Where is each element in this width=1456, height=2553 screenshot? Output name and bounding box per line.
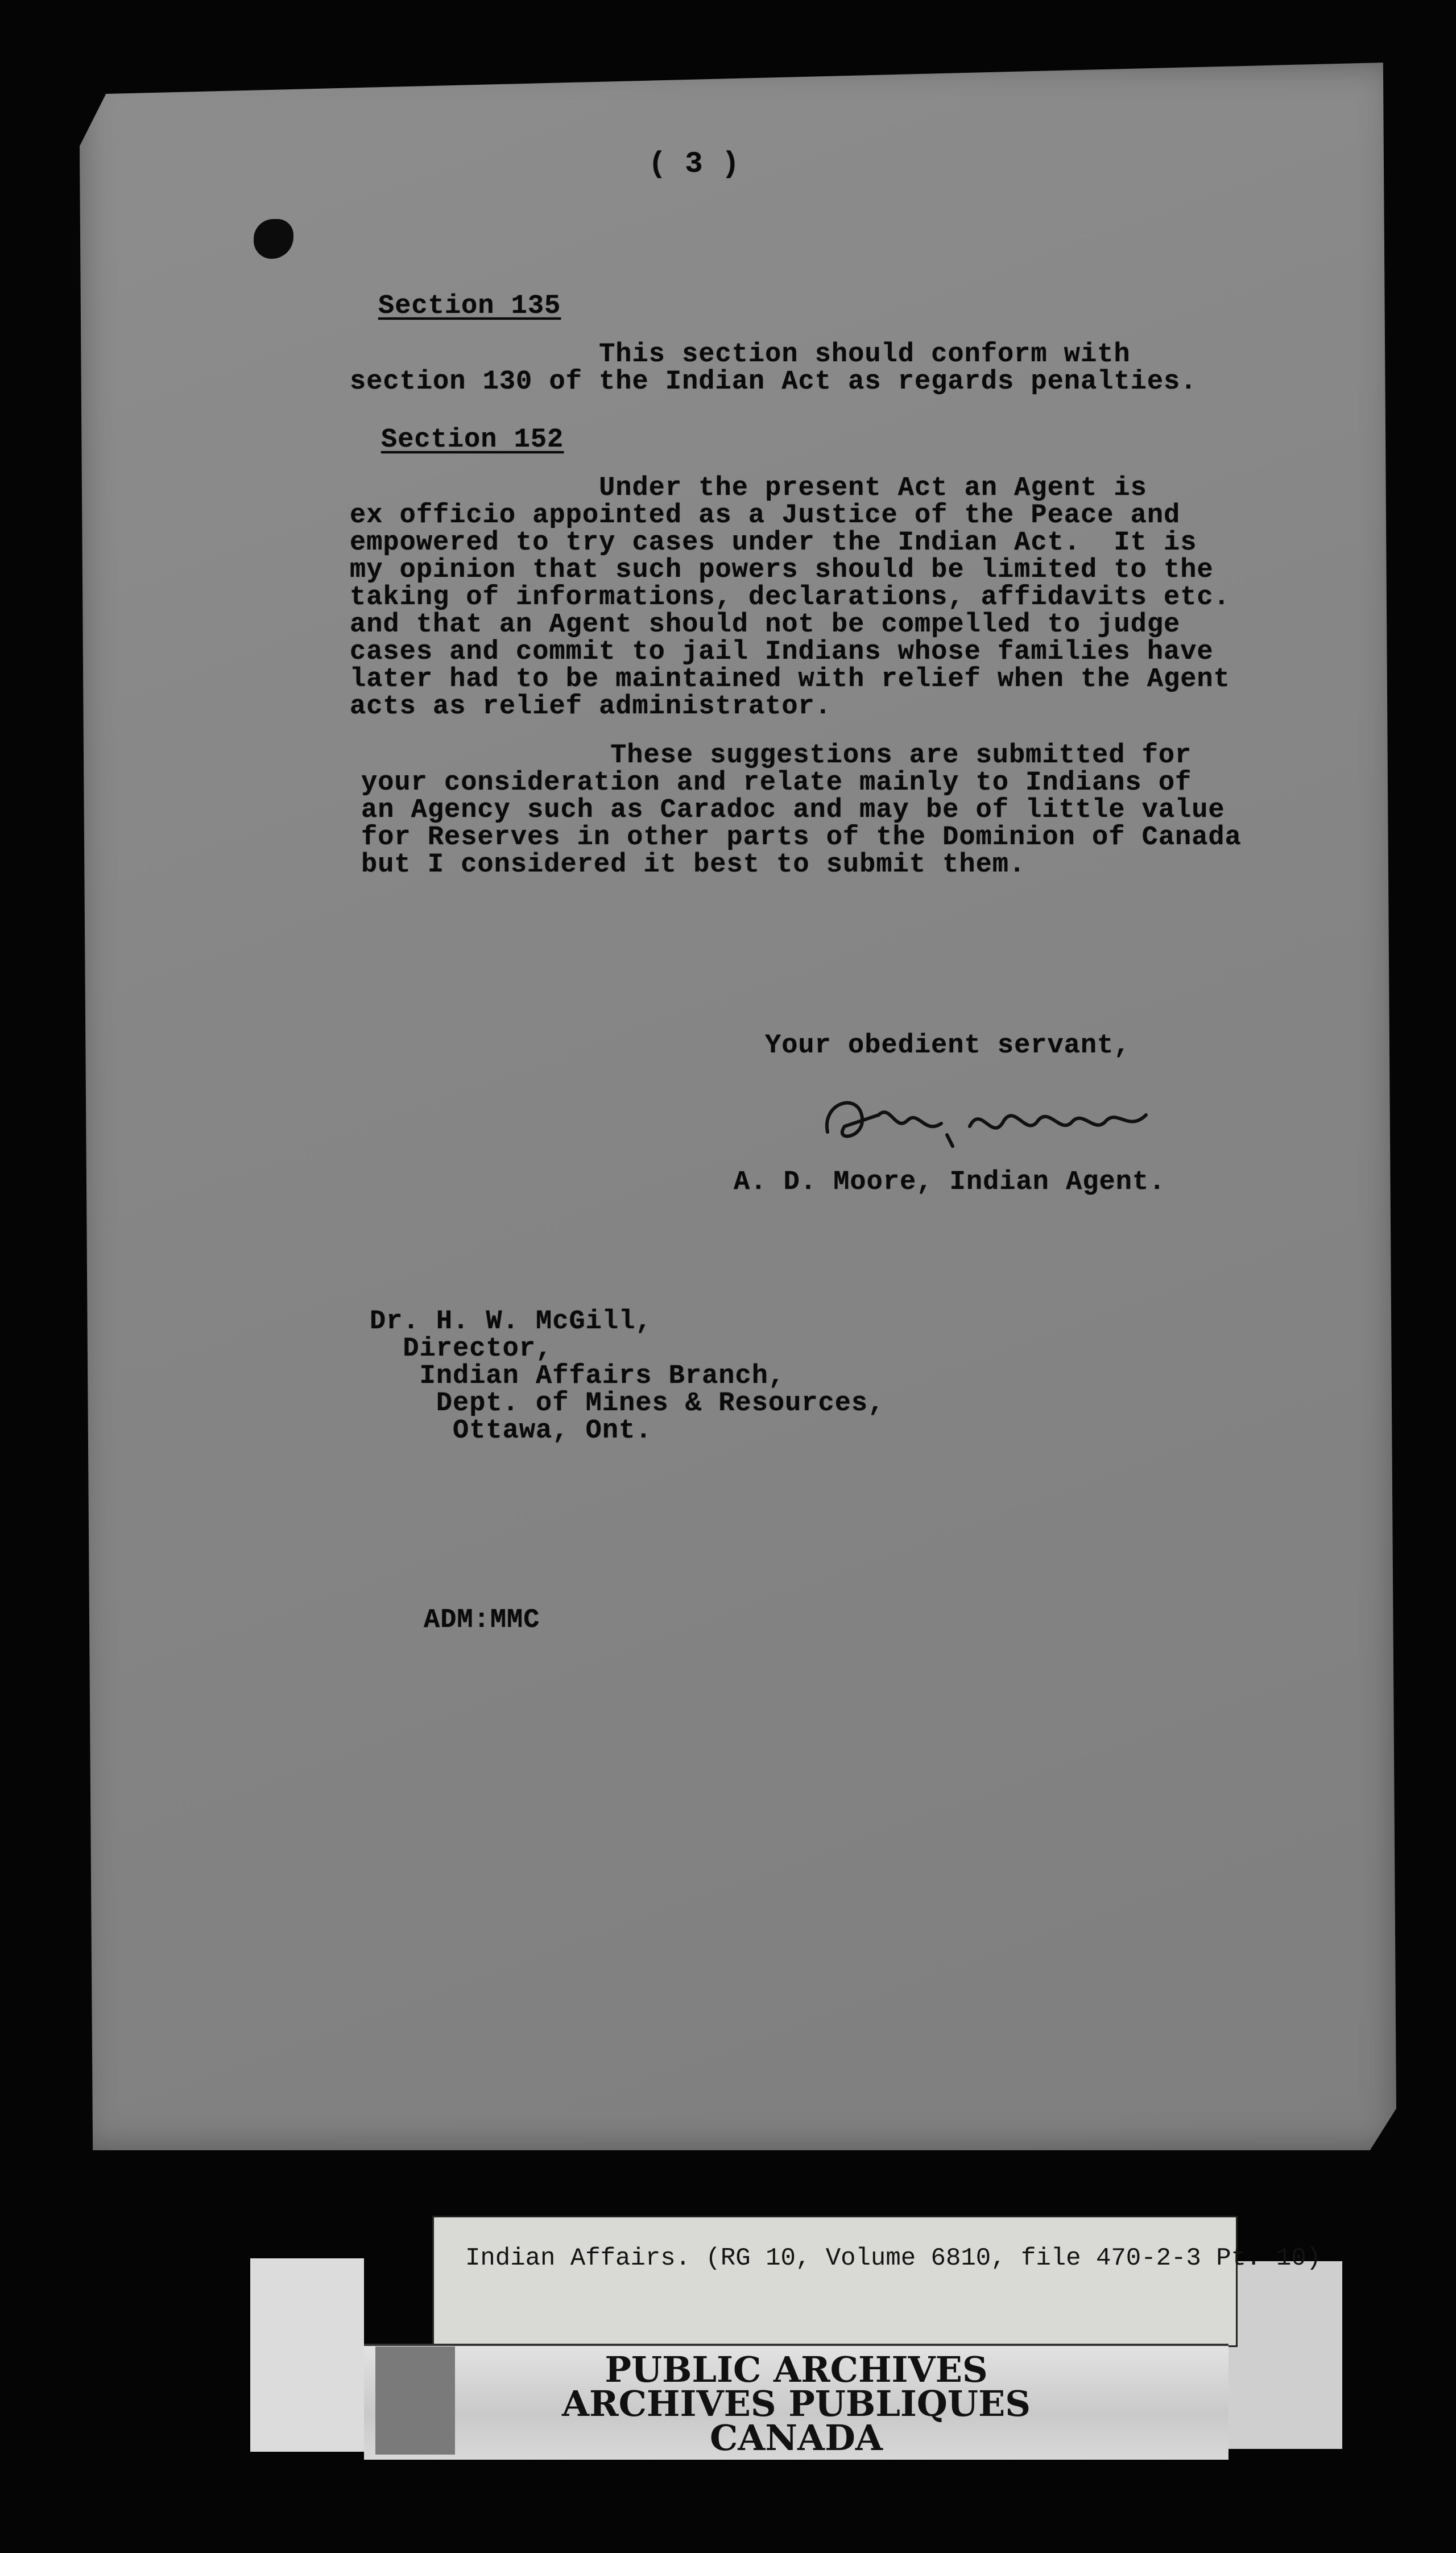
archive-caption-strip — [432, 2216, 1238, 2347]
stamp-line: PUBLIC ARCHIVES — [605, 2349, 988, 2390]
archive-caption: Indian Affairs. (RG 10, Volume 6810, file 470-2-3 Pt. 10) — [465, 2244, 1322, 2273]
paragraph-line: These suggestions are submitted for — [361, 741, 1192, 771]
reference-initials: ADM:MMC — [424, 1605, 540, 1635]
recipient-line: Director, — [370, 1334, 553, 1364]
stamp-line: ARCHIVES PUBLIQUES — [561, 2383, 1031, 2424]
section-heading: Section 152 — [381, 425, 564, 455]
section-line: taking of informations, declarations, affidavits etc. — [350, 583, 1230, 613]
complimentary-close: Your obedient servant, — [765, 1031, 1131, 1061]
archive-tab-left — [250, 2258, 364, 2452]
paragraph-line: your consideration and relate mainly to Indians of — [361, 768, 1192, 798]
section-line: empowered to try cases under the Indian Act. It is — [350, 528, 1197, 558]
section-line: Under the present Act an Agent is — [350, 473, 1147, 503]
section-line: section 130 of the Indian Act as regards penalties. — [350, 367, 1197, 397]
recipient-line: Dr. H. W. McGill, — [370, 1307, 652, 1337]
section-line: later had to be maintained with relief when the Agent — [350, 664, 1230, 695]
recipient-line: Indian Affairs Branch, — [370, 1361, 785, 1391]
section-line: ex officio appointed as a Justice of the Peace and — [350, 501, 1181, 531]
handwritten-signature — [810, 1081, 1163, 1166]
section-line: This section should conform with — [350, 340, 1131, 370]
signature-name: A. D. Moore, Indian Agent. — [734, 1167, 1166, 1197]
paragraph-line: for Reserves in other parts of the Dominion of Canada — [361, 823, 1242, 853]
stamp-line: CANADA — [709, 2417, 883, 2459]
section-line: cases and commit to jail Indians whose families have — [350, 637, 1214, 667]
section-line: my opinion that such powers should be limited to the — [350, 555, 1214, 585]
paragraph-line: but I considered it best to submit them. — [361, 850, 1026, 880]
archive-tab-right — [1223, 2261, 1342, 2449]
paragraph-line: an Agency such as Caradoc and may be of little value — [361, 795, 1225, 825]
recipient-line: Ottawa, Ont. — [370, 1416, 652, 1446]
section-heading: Section 135 — [378, 291, 561, 321]
page-number: ( 3 ) — [648, 147, 741, 181]
section-line: acts as relief administrator. — [350, 692, 832, 722]
section-line: and that an Agent should not be compelled to judge — [350, 610, 1181, 640]
recipient-line: Dept. of Mines & Resources, — [370, 1389, 885, 1419]
